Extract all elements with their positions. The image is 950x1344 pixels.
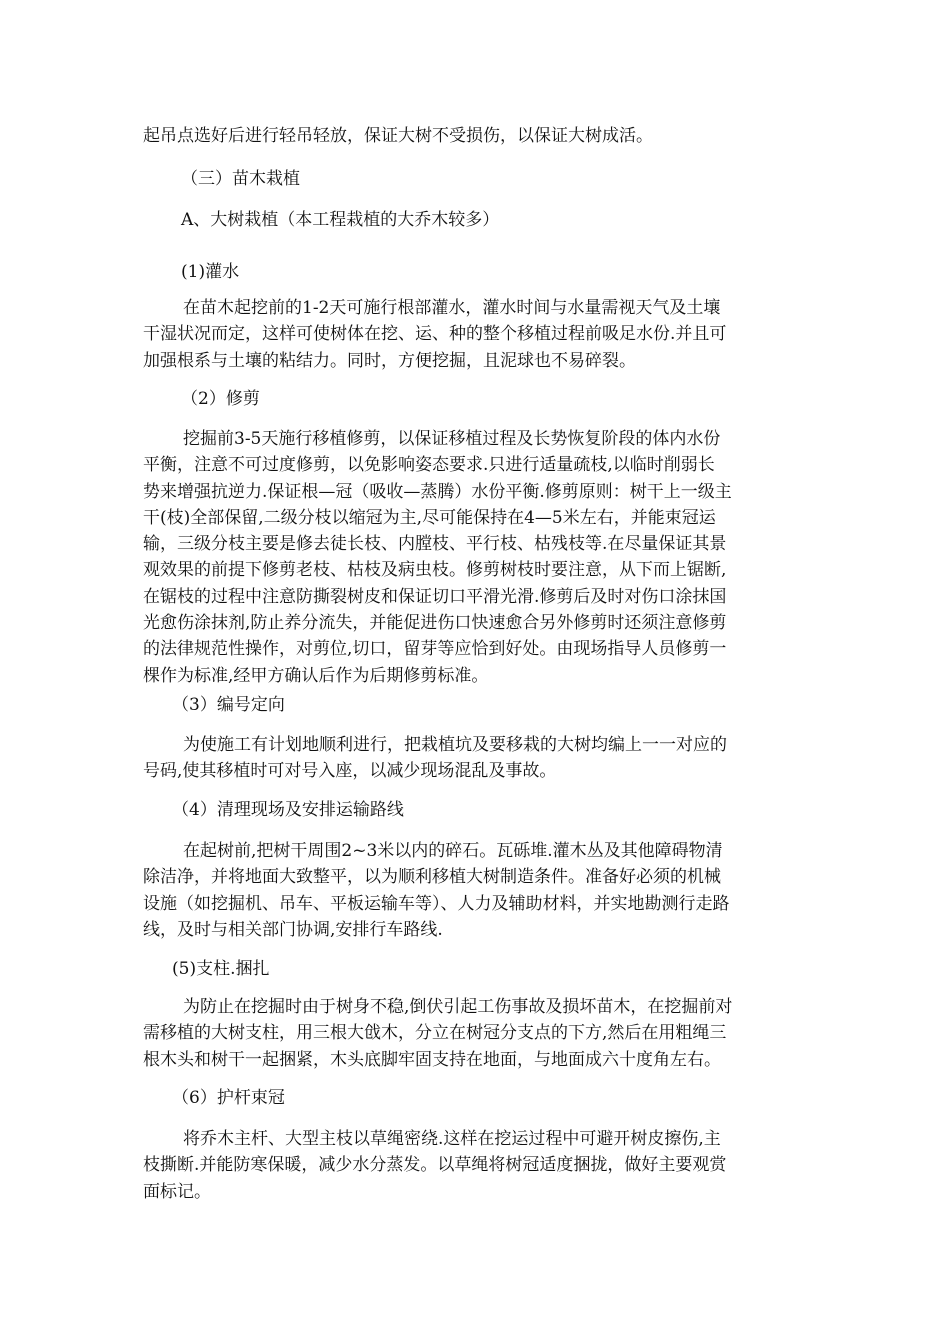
paragraph-trunk-wrapping — [143, 1126, 808, 1205]
text-line: 设施（如挖掘机、吊车、平板运输车等）、人力及辅助材料，并实地勘测行走路 — [143, 893, 730, 914]
text-line: 输，三级分枝主要是修去徒长枝、内膛枝、平行枝、枯残枝等.在尽量保证其景 — [143, 534, 727, 555]
text-line: 观效果的前提下修剪老枝、枯枝及病虫枝。修剪树枝时要注意，从下而上锯断, — [143, 560, 727, 581]
paragraph-numbering — [143, 732, 808, 785]
text-line: 势来增强抗逆力.保证根—冠（吸收—蒸腾）水份平衡.修剪原则：树干上一级主 — [143, 481, 732, 502]
text-line: 挖掘前3-5天施行移植修剪，以保证移植过程及长势恢复阶段的体内水份 — [183, 429, 721, 449]
subsection-heading-large-trees: A、大树栽植（本工程栽植的大乔木较多） — [181, 210, 500, 230]
paragraph-watering — [143, 295, 808, 374]
text-line: 光愈伤涂抹剂,防止养分流失，并能促进伤口快速愈合另外修剪时还须注意修剪 — [143, 613, 727, 634]
text-line: 根木头和树干一起捆紧，木头底脚牢固支持在地面，与地面成六十度角左右。 — [143, 1049, 721, 1070]
text-line: 棵作为标准,经甲方确认后作为后期修剪标准。 — [143, 665, 489, 686]
item-heading-numbering: （3）编号定向 — [172, 695, 285, 715]
text-line: 为使施工有计划地顺利进行，把栽植坑及要移栽的大树均编上一一对应的 — [183, 735, 727, 755]
text-line: 线，及时与相关部门协调,安排行车路线. — [143, 919, 443, 940]
paragraph-staking — [143, 994, 808, 1073]
text-line: 加强根系与土壤的粘结力。同时，方便挖掘，且泥球也不易碎裂。 — [143, 350, 636, 371]
text-line: 需移植的大树支柱，用三根大戗木，分立在树冠分支点的下方,然后在用粗绳三 — [143, 1023, 727, 1044]
text-line: 在起树前,把树干周围2~3米以内的碎石。瓦砾堆.灌木丛及其他障碍物清 — [183, 841, 723, 861]
text-line: 号码,使其移植时可对号入座，以减少现场混乱及事故。 — [143, 761, 557, 782]
text-line: 平衡，注意不可过度修剪，以免影响姿态要求.只进行适量疏枝,以临时削弱长 — [143, 455, 715, 476]
item-heading-watering: (1)灌水 — [181, 262, 240, 282]
paragraph-lifting — [143, 123, 808, 149]
item-heading-staking: (5)支柱.捆扎 — [172, 959, 270, 979]
paragraph-site-clearing — [143, 838, 808, 943]
text-line: 为防止在挖掘时由于树身不稳,倒伏引起工伤事故及损坏苗木，在挖掘前对 — [183, 997, 733, 1017]
item-heading-pruning: （2）修剪 — [181, 389, 260, 409]
text-line: 在苗木起挖前的1-2天可施行根部灌水，灌水时间与水量需视天气及土壤 — [183, 298, 721, 318]
text-line: 干(枝)全部保留,二级分枝以缩冠为主,尽可能保持在4—5米左右，并能束冠运 — [143, 507, 716, 528]
text-line: 干湿状况而定，这样可使树体在挖、运、种的整个移植过程前吸足水份.并且可 — [143, 324, 727, 345]
text-line: 的法律规范性操作，对剪位,切口，留芽等应恰到好处。由现场指导人员修剪一 — [143, 639, 727, 660]
text-line: 在锯枝的过程中注意防撕裂树皮和保证切口平滑光滑.修剪后及时对伤口涂抹国 — [143, 586, 727, 607]
text-line: 面标记。 — [143, 1181, 211, 1202]
text-line: 将乔木主杆、大型主枝以草绳密绕.这样在挖运过程中可避开树皮擦伤,主 — [183, 1129, 721, 1149]
paragraph-pruning — [143, 426, 808, 689]
item-heading-site-clearing: （4）清理现场及安排运输路线 — [172, 800, 404, 820]
text-line: 枝撕断.并能防寒保暖，减少水分蒸发。以草绳将树冠适度捆拢，做好主要观赏 — [143, 1155, 727, 1176]
item-heading-trunk-wrapping: （6）护杆束冠 — [172, 1088, 285, 1108]
text-line: 起吊点选好后进行轻吊轻放，保证大树不受损伤，以保证大树成活。 — [143, 126, 653, 146]
text-line: 除洁净，并将地面大致整平，以为顺利移植大树制造条件。准备好必须的机械 — [143, 867, 721, 888]
section-heading-planting: （三）苗木栽植 — [181, 169, 300, 189]
